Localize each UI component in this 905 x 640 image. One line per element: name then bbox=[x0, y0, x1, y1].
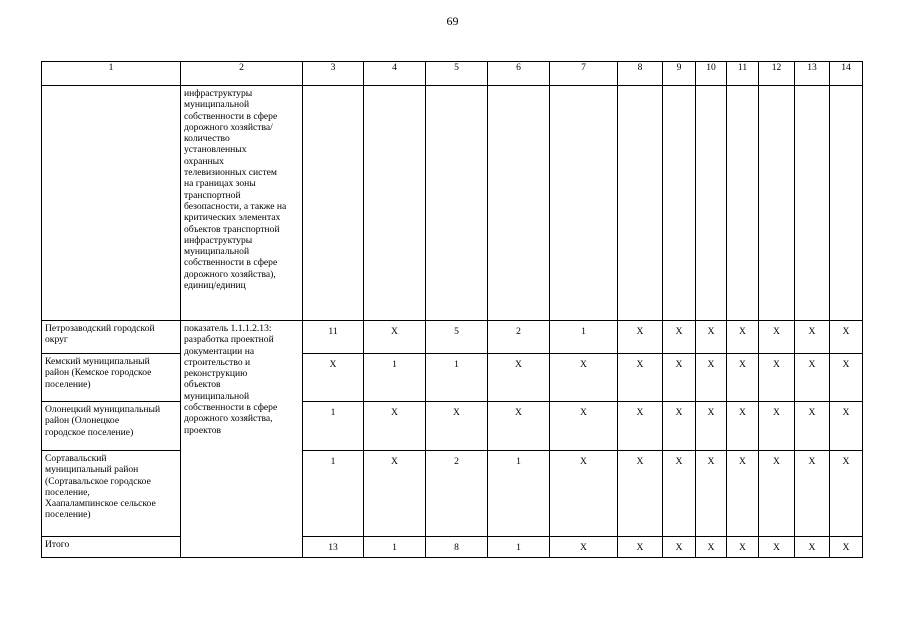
text-line: поселение, bbox=[45, 486, 90, 498]
value-cell-col-5: X bbox=[426, 402, 488, 451]
header-cell-6: 6 bbox=[488, 62, 550, 86]
text-line: установленных bbox=[184, 144, 247, 156]
header-cell-12: 12 bbox=[759, 62, 795, 86]
text-line: на границах зоны bbox=[184, 178, 256, 190]
value-cell-col-10: X bbox=[696, 451, 727, 537]
text-line: муниципальной bbox=[184, 246, 250, 258]
value-cell-col-12: X bbox=[759, 354, 795, 402]
text-line: округ bbox=[45, 334, 68, 346]
header-cell-14: 14 bbox=[830, 62, 863, 86]
value-cell-col-8: X bbox=[618, 402, 663, 451]
value-cell-col-10: X bbox=[696, 354, 727, 402]
value-cell-col-11: X bbox=[727, 321, 759, 354]
value-cell-col-4: X bbox=[364, 451, 426, 537]
value-cell-col-6: X bbox=[488, 402, 550, 451]
table-row bbox=[42, 321, 863, 354]
value-cell-col-5: 5 bbox=[426, 321, 488, 354]
table-row bbox=[42, 402, 863, 451]
value-cell-col-4: 1 bbox=[364, 354, 426, 402]
text-line: инфраструктуры bbox=[184, 234, 253, 246]
value-cell-col-14: X bbox=[830, 402, 863, 451]
value-cell-col-8: X bbox=[618, 354, 663, 402]
value-cell-col-4: X bbox=[364, 321, 426, 354]
header-cell-7: 7 bbox=[550, 62, 618, 86]
text-line: поселение) bbox=[45, 509, 91, 521]
value-cell-col-11: X bbox=[727, 451, 759, 537]
value-cell-col-3: 13 bbox=[303, 537, 364, 558]
text-line: объектов bbox=[184, 379, 221, 391]
value-cell-col-7: X bbox=[550, 537, 618, 558]
empty-cell bbox=[795, 86, 830, 321]
value-cell-col-14: X bbox=[830, 451, 863, 537]
text-line: дорожного хозяйства, bbox=[184, 413, 273, 425]
text-line: дорожного хозяйства), bbox=[184, 268, 276, 280]
text-line: документации на bbox=[184, 345, 255, 357]
header-cell-10: 10 bbox=[696, 62, 727, 86]
text-line: безопасности, а также на bbox=[184, 200, 287, 212]
text-line: Итого bbox=[45, 539, 70, 550]
header-cell-3: 3 bbox=[303, 62, 364, 86]
header-cell-9: 9 bbox=[663, 62, 696, 86]
value-cell-col-5: 8 bbox=[426, 537, 488, 558]
text-line: строительство и bbox=[184, 356, 251, 368]
empty-cell bbox=[830, 86, 863, 321]
text-line: объектов транспортной bbox=[184, 223, 280, 235]
table-body bbox=[42, 62, 863, 558]
text-line: критических элементах bbox=[184, 212, 281, 224]
empty-cell bbox=[550, 86, 618, 321]
value-cell-col-5: 1 bbox=[426, 354, 488, 402]
text-line: (Сортавальское городское bbox=[45, 475, 151, 487]
value-cell-col-3: 1 bbox=[303, 451, 364, 537]
text-line: охранных bbox=[184, 155, 224, 167]
text-line: показатель 1.1.1.2.13: bbox=[184, 323, 272, 334]
text-line: муниципальный район bbox=[45, 464, 139, 476]
text-line: собственности в сфере bbox=[184, 110, 278, 122]
row-name-cell bbox=[42, 321, 181, 354]
empty-cell bbox=[488, 86, 550, 321]
value-cell-col-11: X bbox=[727, 402, 759, 451]
value-cell-col-4: X bbox=[364, 402, 426, 451]
value-cell-col-9: X bbox=[663, 402, 696, 451]
value-cell-col-12: X bbox=[759, 321, 795, 354]
value-cell-col-6: 1 bbox=[488, 537, 550, 558]
empty-cell bbox=[727, 86, 759, 321]
table-row bbox=[42, 354, 863, 402]
page-number: 69 bbox=[446, 14, 459, 28]
value-cell-col-3: 11 bbox=[303, 321, 364, 354]
value-cell-col-14: X bbox=[830, 537, 863, 558]
text-line: количество bbox=[184, 133, 230, 145]
text-line: городское поселение) bbox=[45, 426, 134, 438]
text-line: инфраструктуры bbox=[184, 88, 253, 99]
value-cell-col-4: 1 bbox=[364, 537, 426, 558]
value-cell-col-9: X bbox=[663, 451, 696, 537]
text-line: транспортной bbox=[184, 189, 241, 201]
value-cell-col-10: X bbox=[696, 537, 727, 558]
continuation-indicator-text bbox=[181, 86, 303, 321]
value-cell-col-12: X bbox=[759, 402, 795, 451]
text-line: Петрозаводский городской bbox=[45, 323, 155, 334]
row-name-cell bbox=[42, 402, 181, 451]
value-cell-col-11: X bbox=[727, 537, 759, 558]
value-cell-col-12: X bbox=[759, 537, 795, 558]
header-cell-5: 5 bbox=[426, 62, 488, 86]
value-cell-col-7: X bbox=[550, 451, 618, 537]
text-line: дорожного хозяйства/ bbox=[184, 121, 273, 133]
text-line: разработка проектной bbox=[184, 334, 274, 346]
text-line: собственности в сфере bbox=[184, 257, 278, 269]
header-cell-8: 8 bbox=[618, 62, 663, 86]
text-line: район (Кемское городское bbox=[45, 367, 152, 379]
value-cell-col-7: X bbox=[550, 402, 618, 451]
table-row bbox=[42, 537, 863, 558]
row-name-cell bbox=[42, 451, 181, 537]
value-cell-col-8: X bbox=[618, 451, 663, 537]
header-cell-1: 1 bbox=[42, 62, 181, 86]
value-cell-col-6: 2 bbox=[488, 321, 550, 354]
text-line: проектов bbox=[184, 424, 222, 436]
text-line: Кемский муниципальный bbox=[45, 356, 150, 367]
header-row bbox=[42, 62, 863, 86]
value-cell-col-5: 2 bbox=[426, 451, 488, 537]
value-cell-col-11: X bbox=[727, 354, 759, 402]
value-cell-col-6: 1 bbox=[488, 451, 550, 537]
header-cell-13: 13 bbox=[795, 62, 830, 86]
value-cell-col-7: X bbox=[550, 354, 618, 402]
value-cell-col-9: X bbox=[663, 321, 696, 354]
value-cell-col-13: X bbox=[795, 402, 830, 451]
value-cell-col-3: 1 bbox=[303, 402, 364, 451]
text-line: поселение) bbox=[45, 378, 91, 390]
value-cell-col-14: X bbox=[830, 354, 863, 402]
value-cell-col-7: 1 bbox=[550, 321, 618, 354]
empty-cell bbox=[663, 86, 696, 321]
text-line: единиц/единиц bbox=[184, 280, 246, 292]
value-cell-col-14: X bbox=[830, 321, 863, 354]
continuation-col1 bbox=[42, 86, 181, 321]
value-cell-col-8: X bbox=[618, 537, 663, 558]
text-line: телевизионных систем bbox=[184, 167, 277, 179]
header-cell-2: 2 bbox=[181, 62, 303, 86]
text-line: Олонецкий муниципальный bbox=[45, 404, 161, 415]
value-cell-col-12: X bbox=[759, 451, 795, 537]
value-cell-col-6: X bbox=[488, 354, 550, 402]
empty-cell bbox=[618, 86, 663, 321]
continuation-row bbox=[42, 86, 863, 321]
value-cell-col-13: X bbox=[795, 537, 830, 558]
empty-cell bbox=[364, 86, 426, 321]
value-cell-col-13: X bbox=[795, 321, 830, 354]
text-line: реконструкцию bbox=[184, 368, 248, 380]
value-cell-col-10: X bbox=[696, 402, 727, 451]
text-line: собственности в сфере bbox=[184, 402, 278, 414]
data-table bbox=[41, 61, 863, 558]
text-line: муниципальной bbox=[184, 390, 250, 402]
empty-cell bbox=[303, 86, 364, 321]
text-line: район (Олонецкое bbox=[45, 415, 120, 427]
value-cell-col-9: X bbox=[663, 537, 696, 558]
value-cell-col-10: X bbox=[696, 321, 727, 354]
empty-cell bbox=[426, 86, 488, 321]
row-name-cell bbox=[42, 354, 181, 402]
value-cell-col-9: X bbox=[663, 354, 696, 402]
header-cell-11: 11 bbox=[727, 62, 759, 86]
row-name-cell bbox=[42, 537, 181, 558]
text-line: Сортавальский bbox=[45, 453, 107, 464]
indicator-cell bbox=[181, 321, 303, 558]
text-line: Хаапалампинское сельское bbox=[45, 498, 156, 510]
empty-cell bbox=[696, 86, 727, 321]
table-row bbox=[42, 451, 863, 537]
header-cell-4: 4 bbox=[364, 62, 426, 86]
value-cell-col-13: X bbox=[795, 354, 830, 402]
value-cell-col-3: X bbox=[303, 354, 364, 402]
value-cell-col-13: X bbox=[795, 451, 830, 537]
value-cell-col-8: X bbox=[618, 321, 663, 354]
empty-cell bbox=[759, 86, 795, 321]
text-line: муниципальной bbox=[184, 99, 250, 111]
